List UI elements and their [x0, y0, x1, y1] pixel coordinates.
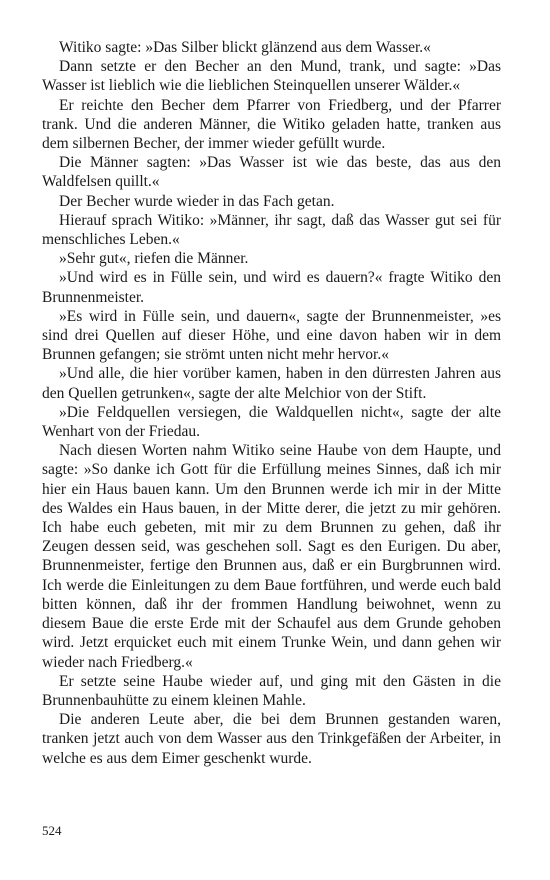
- paragraph: Die anderen Leute aber, die bei dem Brunnen gestanden waren, tranken jetzt auch von dem Wasser aus den Trinkgefäßen der Arbeiter, in welche es aus dem Eimer geschenkt wurde.: [42, 711, 501, 767]
- paragraph: Die Männer sagten: »Das Wasser ist wie das beste, das aus den Waldfelsen quillt.«: [42, 154, 501, 191]
- paragraph: Er reichte den Becher dem Pfarrer von Friedberg, und der Pfarrer trank. Und die anderen Männer, die Witiko geladen hatte, tranken aus dem silbernen Becher, der immer wieder gefüllt wurde.: [42, 96, 501, 153]
- paragraph: »Die Feldquellen versiegen, die Waldquellen nicht«, sagte der alte Wenhart von der Friedau.: [42, 403, 501, 441]
- paragraph: »Es wird in Fülle sein, und dauern«, sagte der Brunnenmeister, »es sind drei Quellen auf dieser Höhe, und eine davon haben wir in dem Brunnen gefangen; sie strömt unten nicht mehr hervor.«: [42, 307, 501, 364]
- paragraph: Der Becher wurde wieder in das Fach getan.: [59, 192, 335, 210]
- paragraph: »Und wird es in Fülle sein, und wird es dauern?« fragte Witiko den Brunnenmeister.: [42, 269, 501, 306]
- paragraph: Hierauf sprach Witiko: »Männer, ihr sagt, daß das Wasser gut sei für menschliches Leben.«: [42, 211, 501, 249]
- book-page-body: [42, 38, 501, 768]
- paragraph: Witiko sagte: »Das Silber blickt glänzend aus dem Wasser.«: [59, 39, 431, 56]
- paragraph: Dann setzte er den Becher an den Mund, trank, und sagte: »Das Wasser ist lieblich wie die lieblichen Steinquellen unserer Wälder.«: [42, 58, 501, 95]
- paragraph: Er setzte seine Haube wieder auf, und ging mit den Gästen in die Brunnenbauhütte zu einem kleinen Mahle.: [42, 672, 501, 709]
- page-number: 524: [42, 823, 62, 838]
- paragraph: Nach diesen Worten nahm Witiko seine Haube von dem Haupte, und sagte: »So danke ich Gott für die Erfüllung meines Sinnes, daß ich mir hier ein Haus bauen kann. Um den Brunnen werde ich mir in der Mitte des Waldes ein Haus bauen, in der Mitte derer, die jetzt zu mir gehören. Ich habe euch gebeten, mit mir zu dem Brunnen zu gehen, daß ihr Zeugen dessen seid, was geschehen soll. Sagt es den Eurigen. Du aber, Brunnenmeister, fertige den Brunnen aus, daß er ein Burgbrunnen wird. Ich werde die Einleitungen zu dem Baue fortführen, und werde euch bald bitten können, daß ihr der frommen Handlung beiwohnet, wenn zu diesem Baue die erste Erde mit der Schaufel aus dem Grunde gehoben wird. Jetzt erquicket euch mit einem Trunke Wein, und dann gehen wir wieder nach Friedberg.«: [42, 442, 501, 671]
- paragraph: »Sehr gut«, riefen die Männer.: [59, 250, 249, 268]
- paragraph: »Und alle, die hier vorüber kamen, haben in den dürresten Jahren aus den Quellen getrunken«, sagte der alte Melchior von der Stift.: [42, 365, 501, 402]
